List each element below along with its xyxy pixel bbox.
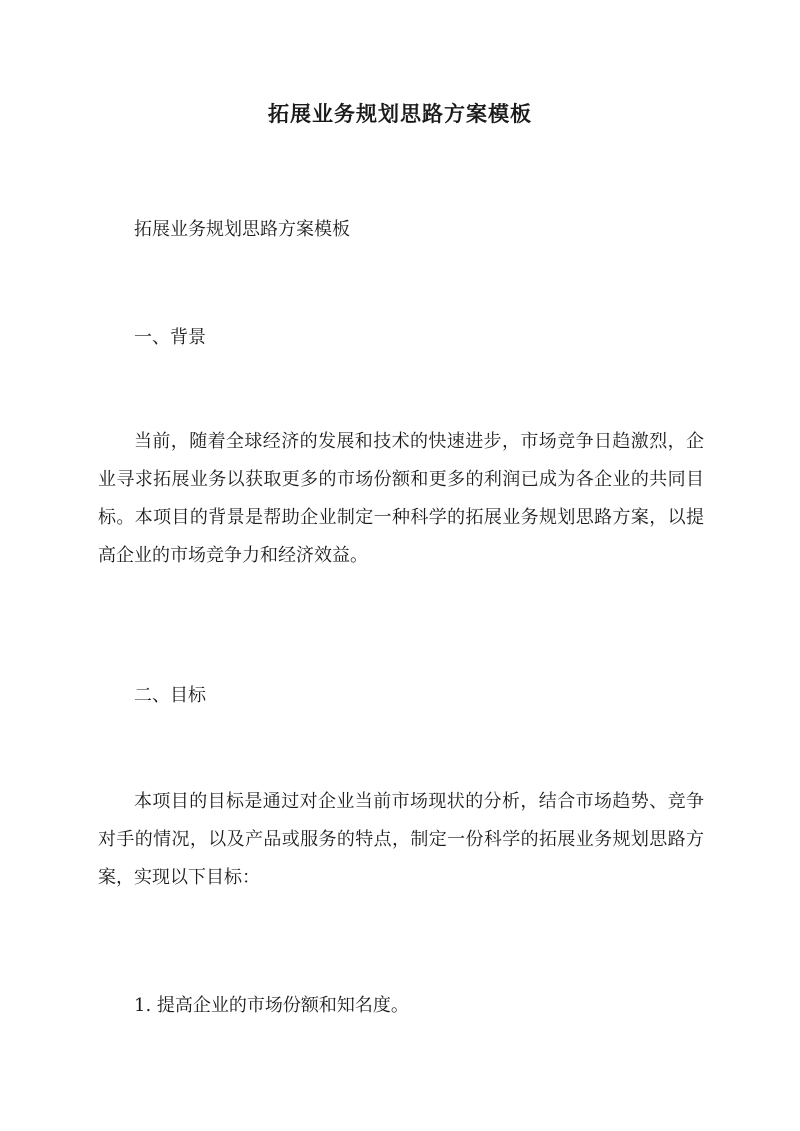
section-heading-background: 一、背景: [134, 327, 206, 348]
document-subtitle: 拓展业务规划思路方案模板: [134, 219, 350, 240]
section-heading-goals: 二、目标: [134, 685, 206, 706]
list-item-1: 1. 提高企业的市场份额和知名度。: [134, 995, 409, 1016]
section-paragraph-goals: 本项目的目标是通过对企业当前市场现状的分析，结合市场趋势、竞争对手的情况，以及产品或服务的特点，制定一份科学的拓展业务规划思路方案，实现以下目标：: [98, 791, 704, 888]
section-paragraph-background: 当前，随着全球经济的发展和技术的快速进步，市场竞争日趋激烈，企业寻求拓展业务以获取更多的市场份额和更多的利润已成为各企业的共同目标。本项目的背景是帮助企业制定一种科学的拓展业务规划思路方案，以提高企业的市场竞争力和经济效益。: [98, 431, 704, 566]
document-title: 拓展业务规划思路方案模板: [268, 101, 532, 126]
